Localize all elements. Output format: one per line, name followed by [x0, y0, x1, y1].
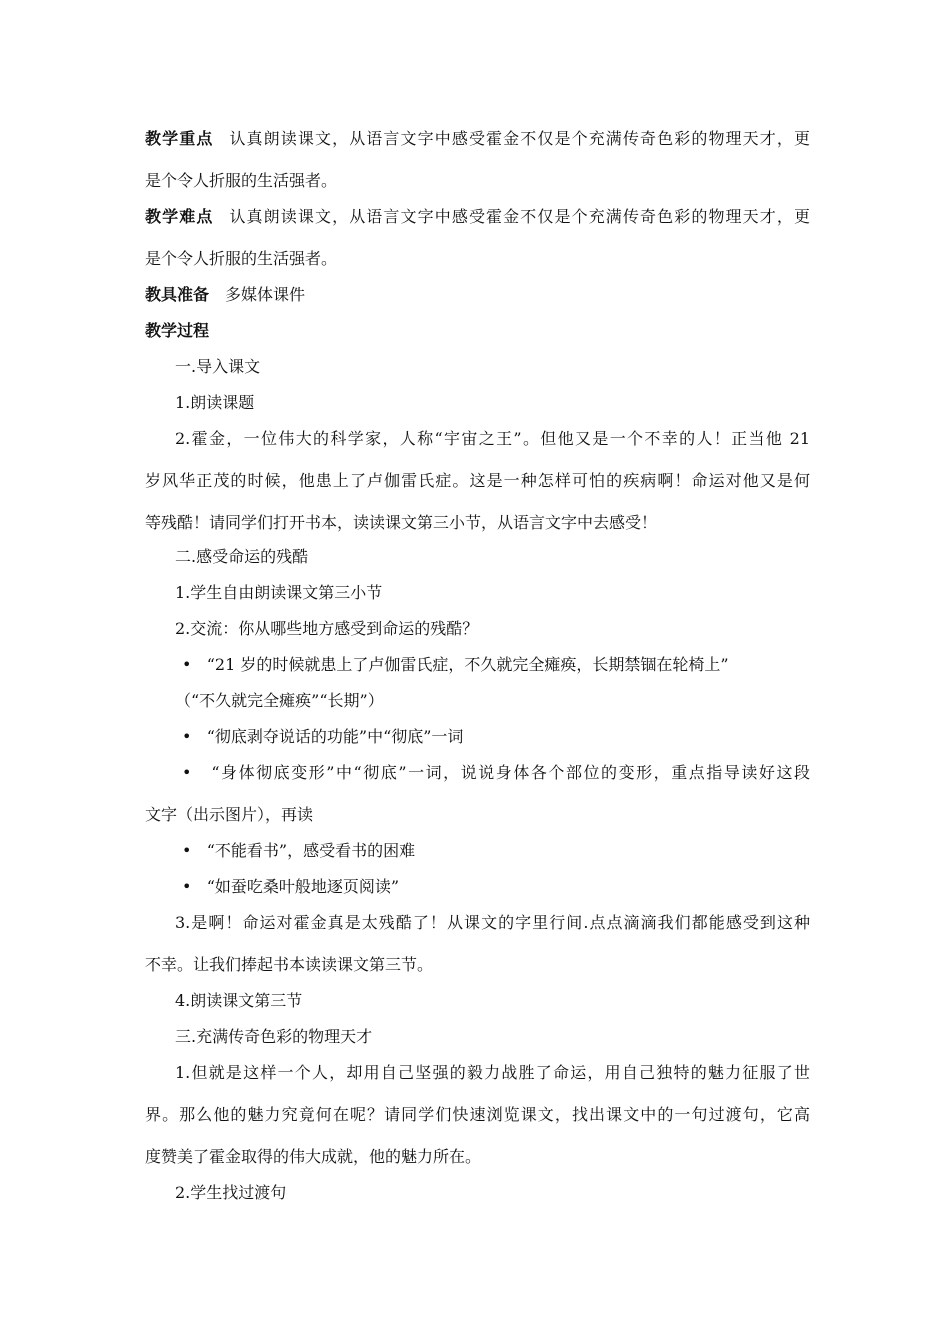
difficulties-label: 教学难点 — [145, 207, 214, 226]
list-item-text: “身体彻底变形”中“彻底”一词，说说身体各个部位的变形，重点指导读好这段 — [211, 763, 810, 782]
list-item-text: “21 岁的时候就患上了卢伽雷氏症，不久就完全瘫痪，长期禁锢在轮椅上” — [206, 655, 729, 674]
paragraph-line: 岁风华正茂的时候，他患上了卢伽雷氏症。这是一种怎样可怕的疾病啊！命运对他又是何 — [145, 471, 810, 490]
list-item — [182, 874, 399, 897]
paragraph-line: 3.是啊！命运对霍金真是太残酷了！从课文的字里行间.点点滴滴我们都能感受到这种 — [175, 913, 810, 932]
list-item — [182, 724, 463, 747]
section-heading-3: 三.充满传奇色彩的物理天才 — [175, 1027, 373, 1046]
list-item-text: “如蚕吃桑叶般地逐页阅读” — [206, 877, 400, 896]
list-item-text: “不能看书”，感受看书的困难 — [206, 841, 416, 860]
list-item — [182, 838, 415, 861]
bullet-icon: • — [182, 877, 192, 896]
bullet-icon: • — [182, 655, 192, 674]
bullet-icon: • — [182, 763, 192, 782]
paragraph-line: 2.霍金，一位伟大的科学家，人称“宇宙之王”。但他又是一个不幸的人！正当他 21 — [175, 429, 810, 448]
paragraph-line: 2.学生找过渡句 — [175, 1183, 287, 1202]
list-item-continuation: 文字（出示图片），再读 — [145, 805, 314, 824]
paragraph-line: 度赞美了霍金取得的伟大成就，他的魅力所在。 — [145, 1147, 482, 1166]
paragraph-line: 1.朗读课题 — [175, 393, 255, 412]
difficulties-line — [145, 204, 810, 227]
key-points-label: 教学重点 — [145, 129, 214, 148]
paragraph-line: 界。那么他的魅力究竟何在呢？请同学们快速浏览课文，找出课文中的一句过渡句，它高 — [145, 1105, 810, 1124]
bullet-icon: • — [182, 727, 192, 746]
process-heading: 教学过程 — [145, 321, 210, 340]
bullet-icon: • — [182, 841, 192, 860]
paragraph-line: 2.交流：你从哪些地方感受到命运的残酷？ — [175, 619, 479, 638]
difficulties-text: 认真朗读课文，从语言文字中感受霍金不仅是个充满传奇色彩的物理天才，更 — [229, 207, 810, 226]
paragraph-line: 1.但就是这样一个人，却用自己坚强的毅力战胜了命运，用自己独特的魅力征服了世 — [175, 1063, 810, 1082]
list-item — [182, 760, 810, 783]
list-item — [182, 652, 729, 675]
difficulties-continuation: 是个令人折服的生活强者。 — [145, 249, 338, 268]
materials-line — [145, 282, 305, 305]
list-item-text: “彻底剥夺说话的功能”中“彻底”一词 — [206, 727, 464, 746]
list-item-continuation: （“不久就完全瘫痪”“长期”） — [175, 691, 384, 710]
paragraph-line: 1.学生自由朗读课文第三小节 — [175, 583, 383, 602]
paragraph-line: 4.朗读课文第三节 — [175, 991, 303, 1010]
paragraph-line: 等残酷！请同学们打开书本，读读课文第三小节，从语言文字中去感受！ — [145, 513, 658, 532]
materials-text: 多媒体课件 — [225, 285, 306, 304]
key-points-line — [145, 126, 810, 149]
materials-label: 教具准备 — [145, 285, 210, 304]
key-points-continuation: 是个令人折服的生活强者。 — [145, 171, 338, 190]
section-heading-1: 一.导入课文 — [175, 357, 261, 376]
key-points-text: 认真朗读课文，从语言文字中感受霍金不仅是个充满传奇色彩的物理天才，更 — [229, 129, 810, 148]
section-heading-2: 二.感受命运的残酷 — [175, 547, 309, 566]
paragraph-line: 不幸。让我们捧起书本读读课文第三节。 — [145, 955, 434, 974]
